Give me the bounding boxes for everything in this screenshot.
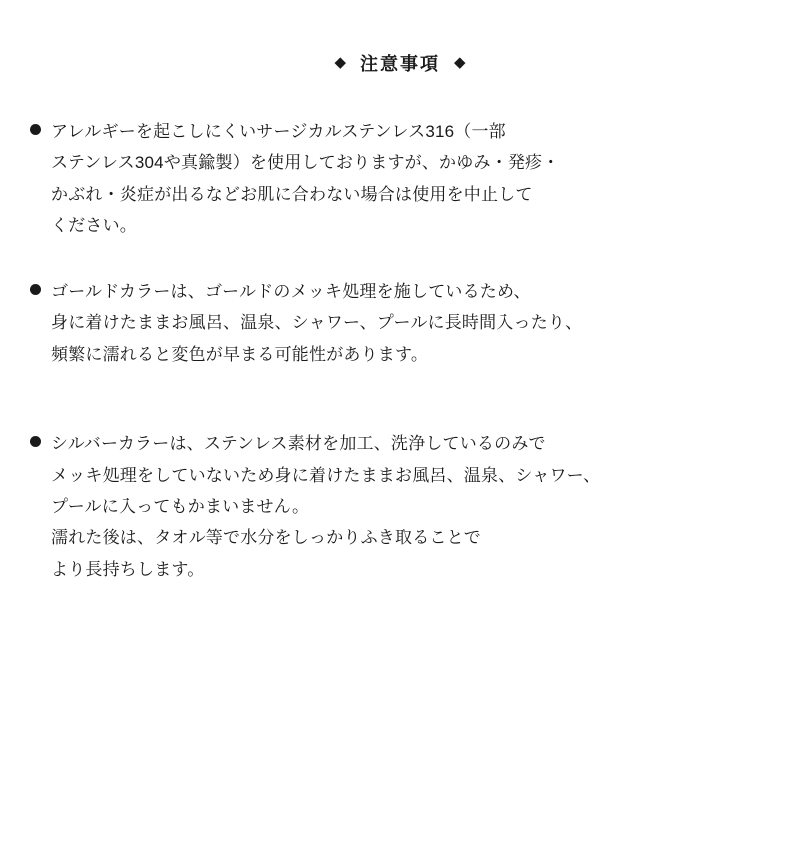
list-item-body <box>51 116 746 242</box>
bullet-icon <box>30 436 41 447</box>
note-line: プールに入ってもかまいません。 <box>51 496 310 516</box>
note-line: メッキ処理をしていないため身に着けたままお風呂、温泉、シャワー、 <box>51 465 601 485</box>
note-line: かぶれ・炎症が出るなどお肌に合わない場合は使用を中止して <box>51 184 533 204</box>
diamond-right-icon: ◆ <box>454 53 466 71</box>
diamond-left-icon: ◆ <box>334 53 346 71</box>
list-item <box>30 116 746 242</box>
page-title-text: 注意事項 <box>360 54 440 74</box>
note-line: より長持ちします。 <box>51 559 205 579</box>
notice-list <box>0 116 800 585</box>
page-title <box>0 50 800 76</box>
list-item <box>30 276 746 370</box>
notice-page <box>0 50 800 850</box>
note-line: 濡れた後は、タオル等で水分をしっかりふき取ることで <box>51 528 481 548</box>
list-item <box>30 428 746 585</box>
note-line: 頻繁に濡れると変色が早まる可能性があります。 <box>51 344 429 364</box>
list-item-body <box>51 428 746 585</box>
bullet-icon <box>30 284 41 295</box>
bullet-icon <box>30 124 41 135</box>
note-line: ゴールドカラーは、ゴールドのメッキ処理を施しているため、 <box>51 281 531 301</box>
list-item-body <box>51 276 746 370</box>
note-line: ください。 <box>51 216 137 236</box>
note-line: シルバーカラーは、ステンレス素材を加工、洗浄しているのみで <box>51 434 546 454</box>
note-line: アレルギーを起こしにくいサージカルステンレス316（一部 <box>51 122 506 141</box>
note-line: ステンレス304や真鍮製）を使用しておりますが、かゆみ・発疹・ <box>51 153 560 173</box>
note-line: 身に着けたままお風呂、温泉、シャワー、プールに長時間入ったり、 <box>51 313 583 333</box>
